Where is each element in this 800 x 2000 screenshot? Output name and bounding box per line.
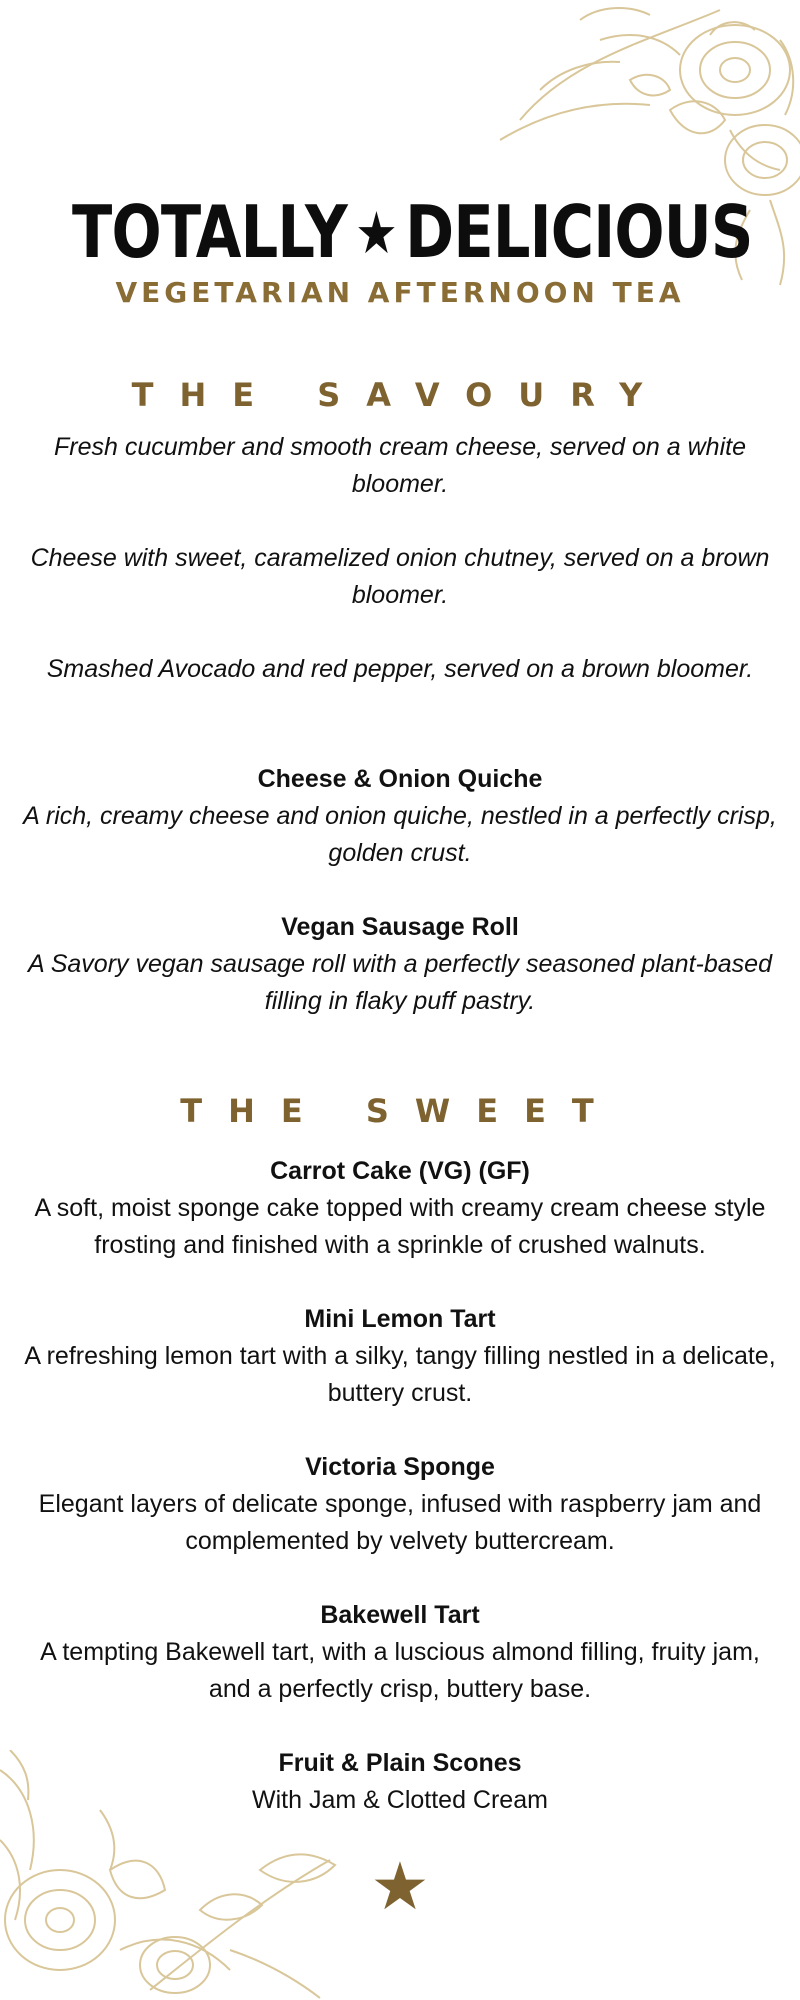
item-description: A tempting Bakewell tart, with a luscious almond filling, fruity jam, and a perfectly crisp, buttery base. <box>40 1638 760 1703</box>
item-description: A Savory vegan sausage roll with a perfectly seasoned plant-based filling in flaky puff pastry. <box>28 950 772 1015</box>
item-description: Elegant layers of delicate sponge, infused with raspberry jam and complemented by velvety buttercream. <box>38 1490 762 1555</box>
item-description: A soft, moist sponge cake topped with creamy cream cheese style frosting and finished with a sprinkle of crushed walnuts. <box>34 1194 766 1259</box>
item-name: Bakewell Tart <box>320 1601 480 1629</box>
brand-name-left: TOTALLY <box>72 190 347 274</box>
item-description: A refreshing lemon tart with a silky, tangy filling nestled in a delicate, buttery crust. <box>24 1342 776 1407</box>
menu-item-carrot-cake <box>20 1153 780 1264</box>
menu-item-scones <box>20 1745 780 1819</box>
sandwich-cheese-chutney: Cheese with sweet, caramelized onion chutney, served on a brown bloomer. <box>30 544 770 609</box>
brand-name-right: DELICIOUS <box>405 190 753 274</box>
item-name: Mini Lemon Tart <box>304 1305 496 1333</box>
menu-item-quiche <box>20 761 780 872</box>
item-name: Vegan Sausage Roll <box>281 913 519 941</box>
menu-item-lemon-tart <box>20 1301 780 1412</box>
item-description: With Jam & Clotted Cream <box>252 1786 548 1814</box>
section-title-savoury: THE SAVOURY <box>131 376 669 414</box>
item-name: Carrot Cake (VG) (GF) <box>270 1157 530 1185</box>
item-name: Cheese & Onion Quiche <box>257 765 543 793</box>
item-name: Fruit & Plain Scones <box>278 1749 522 1777</box>
sandwich-avocado: Smashed Avocado and red pepper, served on a brown bloomer. <box>46 655 754 683</box>
footer-star-icon: ★ <box>370 1849 430 1923</box>
menu-item-bakewell-tart <box>20 1597 780 1708</box>
menu-item-victoria-sponge <box>20 1449 780 1560</box>
item-description: A rich, creamy cheese and onion quiche, nestled in a perfectly crisp, golden crust. <box>23 802 777 867</box>
brand-subtitle: VEGETARIAN AFTERNOON TEA <box>115 276 685 309</box>
brand-logo <box>72 190 753 274</box>
star-icon: ★ <box>355 199 397 267</box>
menu-item-sausage-roll <box>20 909 780 1020</box>
item-name: Victoria Sponge <box>305 1453 495 1481</box>
section-title-sweet: THE SWEET <box>180 1092 620 1130</box>
sandwich-cucumber: Fresh cucumber and smooth cream cheese, served on a white bloomer. <box>53 433 746 498</box>
